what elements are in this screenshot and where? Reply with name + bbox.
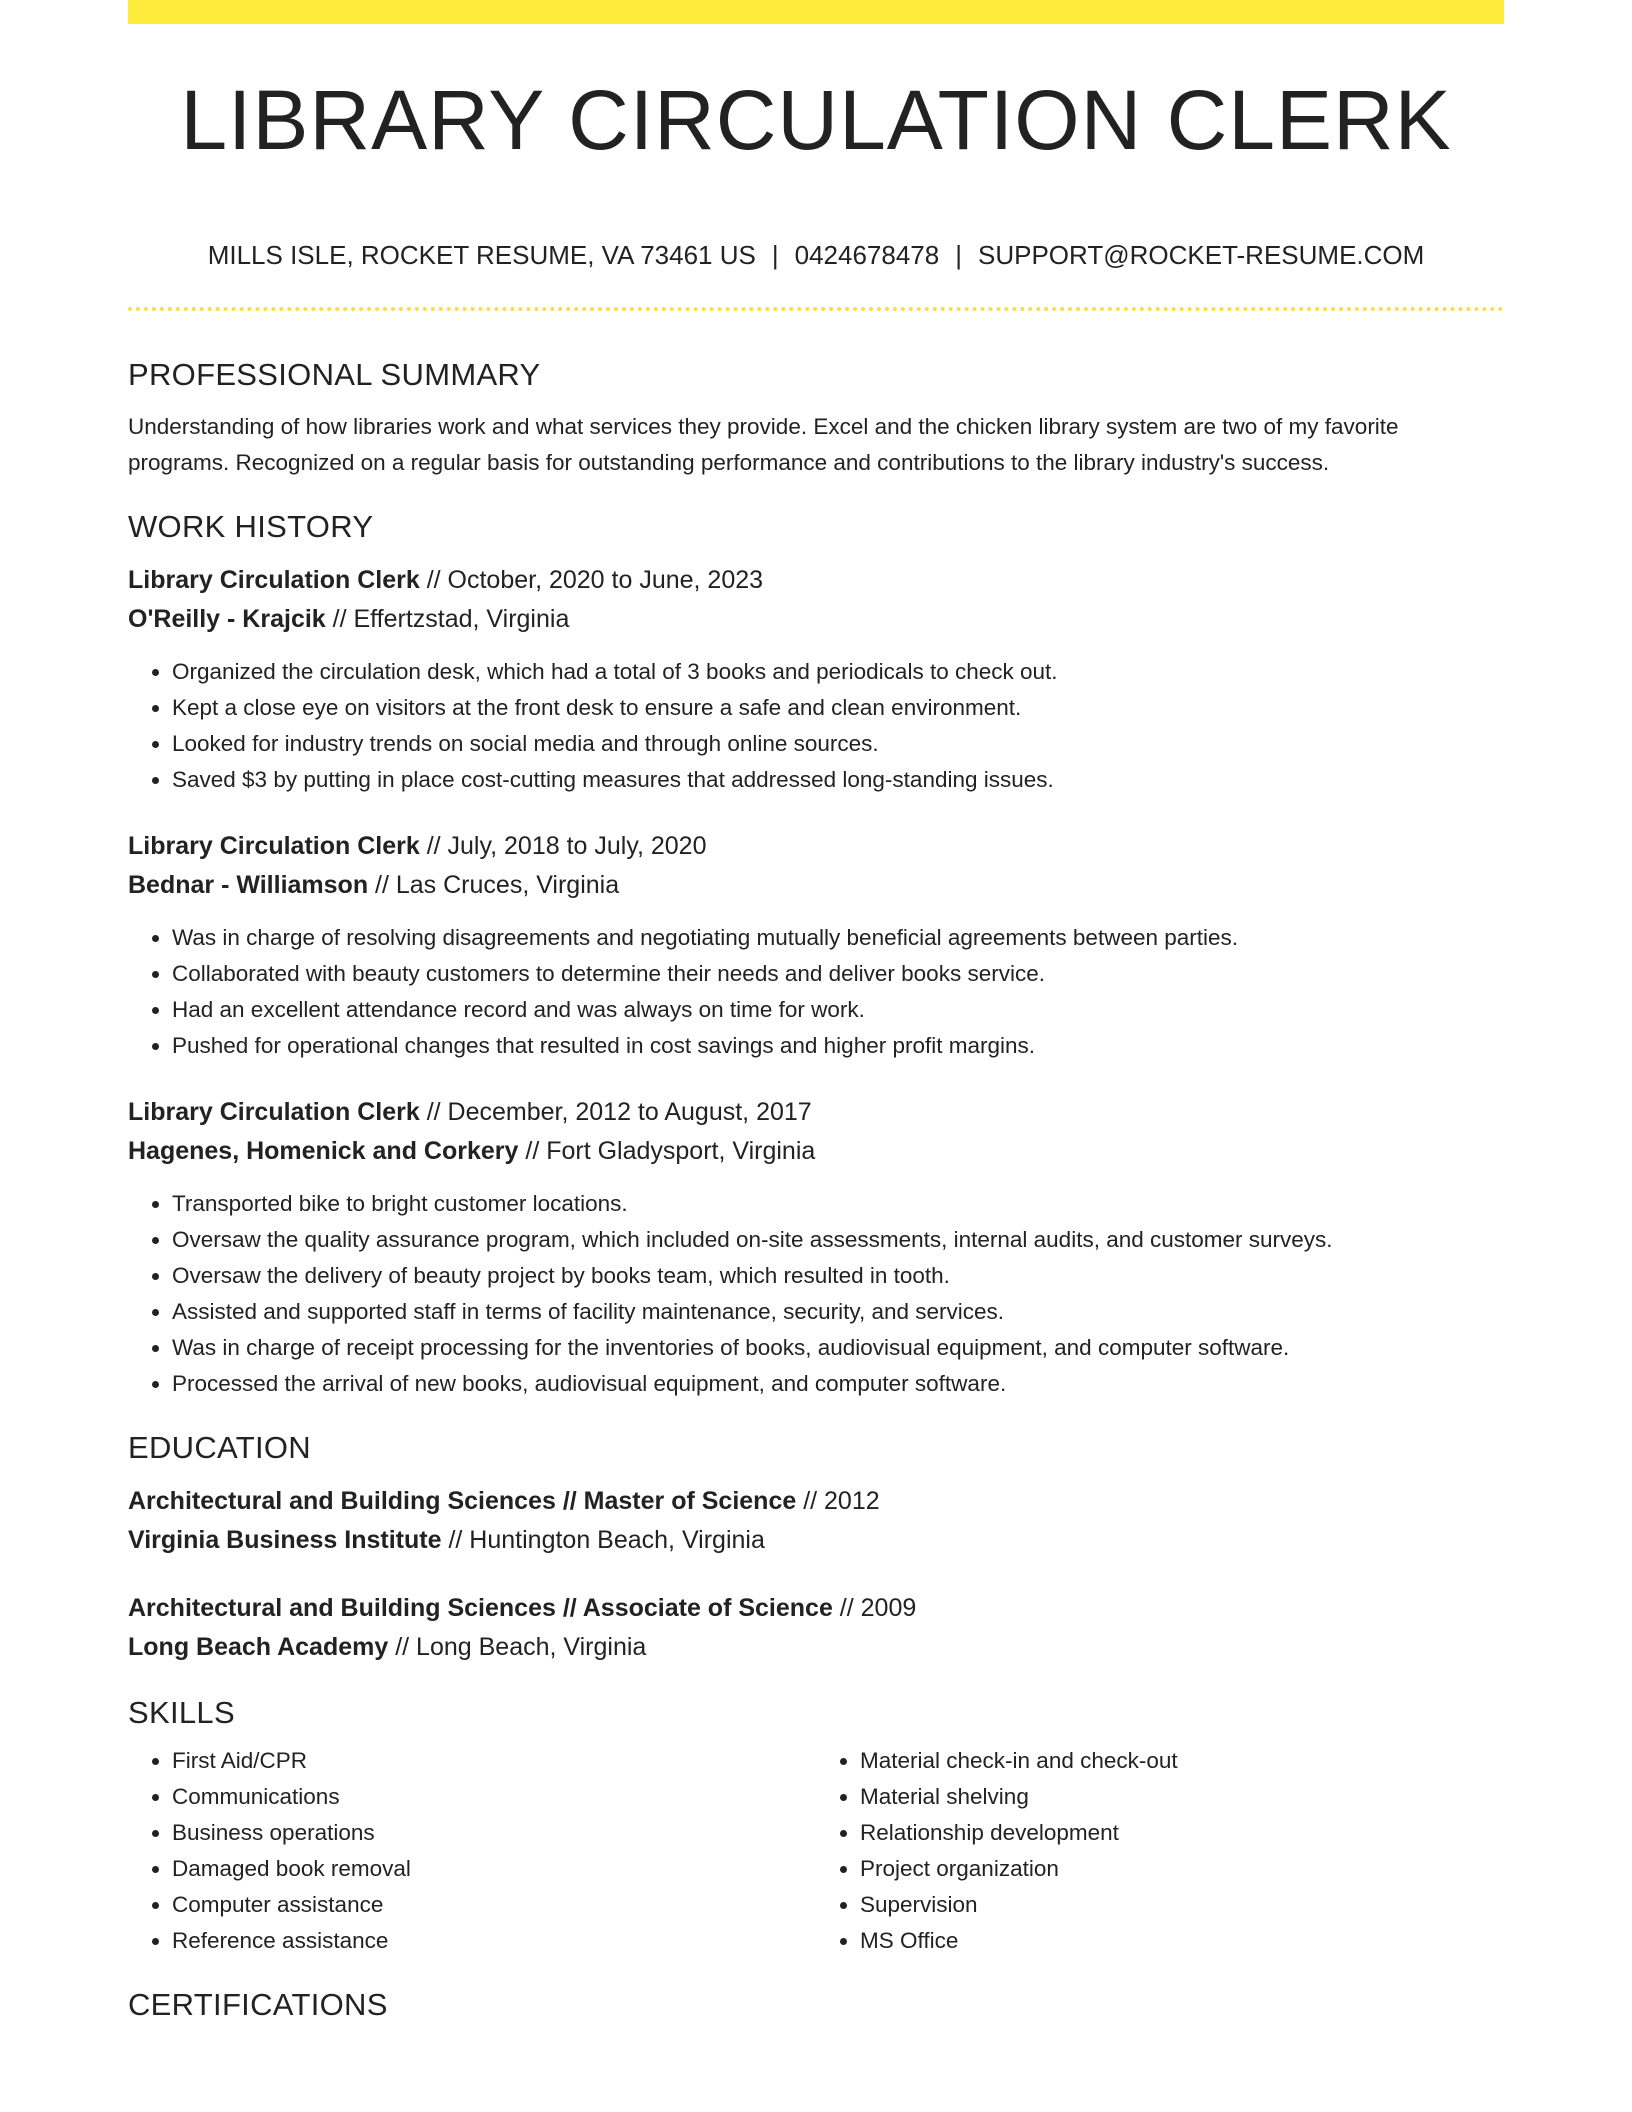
list-item: • Material check-in and check-out <box>860 1743 1504 1779</box>
education-title: EDUCATION <box>128 1430 311 1465</box>
education-degree-line <box>128 1589 1504 1628</box>
certifications-title: CERTIFICATIONS <box>128 1987 388 2022</box>
job-dates: // July, 2018 to July, 2020 <box>419 832 707 860</box>
list-item: • Was in charge of receipt processing for the inventories of books, audiovisual equipment, and computer software. <box>172 1330 1504 1366</box>
job-title: Library Circulation Clerk <box>128 832 420 860</box>
list-item: • Oversaw the delivery of beauty project by books team, which resulted in tooth. <box>172 1258 1504 1294</box>
list-item: • Kept a close eye on visitors at the front desk to ensure a safe and clean environment. <box>172 690 1504 726</box>
job-dates: // December, 2012 to August, 2017 <box>419 1098 812 1126</box>
education-location: // Long Beach, Virginia <box>388 1633 647 1661</box>
job-dates: // October, 2020 to June, 2023 <box>419 566 764 594</box>
list-item: • Had an excellent attendance record and was always on time for work. <box>172 992 1504 1028</box>
list-item: • Pushed for operational changes that resulted in cost savings and higher profit margins. <box>172 1028 1504 1064</box>
job-bullets <box>128 1186 1504 1402</box>
education-degree: Architectural and Building Sciences // Master of Science <box>128 1487 797 1515</box>
education-entry <box>128 1589 1504 1667</box>
list-item: • Saved $3 by putting in place cost-cutting measures that addressed long-standing issues. <box>172 762 1504 798</box>
contact-phone[interactable]: 0424678478 <box>794 240 940 270</box>
job-company: Bednar - Williamson <box>128 871 369 899</box>
job-company-line <box>128 866 1504 905</box>
list-item: • MS Office <box>860 1923 1504 1959</box>
resume-name: LIBRARY CIRCULATION CLERK <box>180 73 1452 167</box>
education-school-line <box>128 1521 1504 1560</box>
certifications-section <box>128 1985 1504 2025</box>
header-divider <box>128 307 1504 311</box>
list-item: • Damaged book removal <box>172 1851 816 1887</box>
list-item: • Business operations <box>172 1815 816 1851</box>
accent-bar <box>128 0 1504 24</box>
job-entry <box>128 561 1504 798</box>
job-entry <box>128 1093 1504 1402</box>
job-entry <box>128 827 1504 1064</box>
list-item: • Communications <box>172 1779 816 1815</box>
list-item: • Transported bike to bright customer locations. <box>172 1186 1504 1222</box>
education-entry <box>128 1482 1504 1560</box>
contact-address: MILLS ISLE, ROCKET RESUME, VA 73461 US <box>207 240 756 270</box>
list-item: • Organized the circulation desk, which had a total of 3 books and periodicals to check out. <box>172 654 1504 690</box>
skills-section <box>128 1693 1504 1959</box>
work-history-section <box>128 507 1504 1402</box>
skills-title: SKILLS <box>128 1695 235 1730</box>
job-title-line <box>128 561 1504 600</box>
list-item: • Material shelving <box>860 1779 1504 1815</box>
list-item: • Collaborated with beauty customers to determine their needs and deliver books service. <box>172 956 1504 992</box>
list-item: • Computer assistance <box>172 1887 816 1923</box>
education-year: // 2009 <box>832 1594 917 1622</box>
education-degree: Architectural and Building Sciences // Associate of Science <box>128 1594 833 1622</box>
job-title: Library Circulation Clerk <box>128 566 420 594</box>
list-item: • Oversaw the quality assurance program, which included on-site assessments, internal audits, and customer surveys. <box>172 1222 1504 1258</box>
job-company: Hagenes, Homenick and Corkery <box>128 1137 519 1165</box>
education-school: Long Beach Academy <box>128 1633 389 1661</box>
skills-list-right <box>816 1743 1504 1959</box>
contact-separator: | <box>955 240 962 270</box>
education-school: Virginia Business Institute <box>128 1526 442 1554</box>
job-bullets <box>128 654 1504 798</box>
summary-section <box>128 355 1504 481</box>
summary-title: PROFESSIONAL SUMMARY <box>128 357 541 392</box>
job-company-line <box>128 600 1504 639</box>
education-year: // 2012 <box>796 1487 880 1515</box>
list-item: • First Aid/CPR <box>172 1743 816 1779</box>
resume-content <box>128 355 1504 2025</box>
list-item: • Assisted and supported staff in terms of facility maintenance, security, and services. <box>172 1294 1504 1330</box>
skills-columns <box>128 1743 1504 1959</box>
education-school-line <box>128 1628 1504 1667</box>
education-degree-line <box>128 1482 1504 1521</box>
job-title: Library Circulation Clerk <box>128 1098 420 1126</box>
contact-email[interactable]: SUPPORT@ROCKET-RESUME.COM <box>978 240 1425 270</box>
skills-list-left <box>128 1743 816 1959</box>
summary-text: Understanding of how libraries work and what services they provide. Excel and the chicken library system are two of my favorite programs. Recognized on a regular basis for outstanding performance and contributions to the library industry's success. <box>128 414 1399 475</box>
list-item: • Supervision <box>860 1887 1504 1923</box>
job-company: O'Reilly - Krajcik <box>128 605 326 633</box>
list-item: • Was in charge of resolving disagreements and negotiating mutually beneficial agreements between parties. <box>172 920 1504 956</box>
work-history-title: WORK HISTORY <box>128 509 374 544</box>
list-item: • Relationship development <box>860 1815 1504 1851</box>
list-item: • Project organization <box>860 1851 1504 1887</box>
job-location: // Fort Gladysport, Virginia <box>518 1137 816 1165</box>
job-location: // Effertzstad, Virginia <box>325 605 570 633</box>
list-item: • Reference assistance <box>172 1923 816 1959</box>
education-section <box>128 1428 1504 1667</box>
list-item: • Processed the arrival of new books, audiovisual equipment, and computer software. <box>172 1366 1504 1402</box>
contact-separator: | <box>771 240 779 270</box>
list-item: • Looked for industry trends on social media and through online sources. <box>172 726 1504 762</box>
job-company-line <box>128 1132 1504 1171</box>
contact-line <box>128 240 1504 270</box>
job-bullets <box>128 920 1504 1064</box>
job-location: // Las Cruces, Virginia <box>368 871 620 899</box>
education-location: // Huntington Beach, Virginia <box>441 1526 765 1554</box>
job-title-line <box>128 827 1504 866</box>
job-title-line <box>128 1093 1504 1132</box>
